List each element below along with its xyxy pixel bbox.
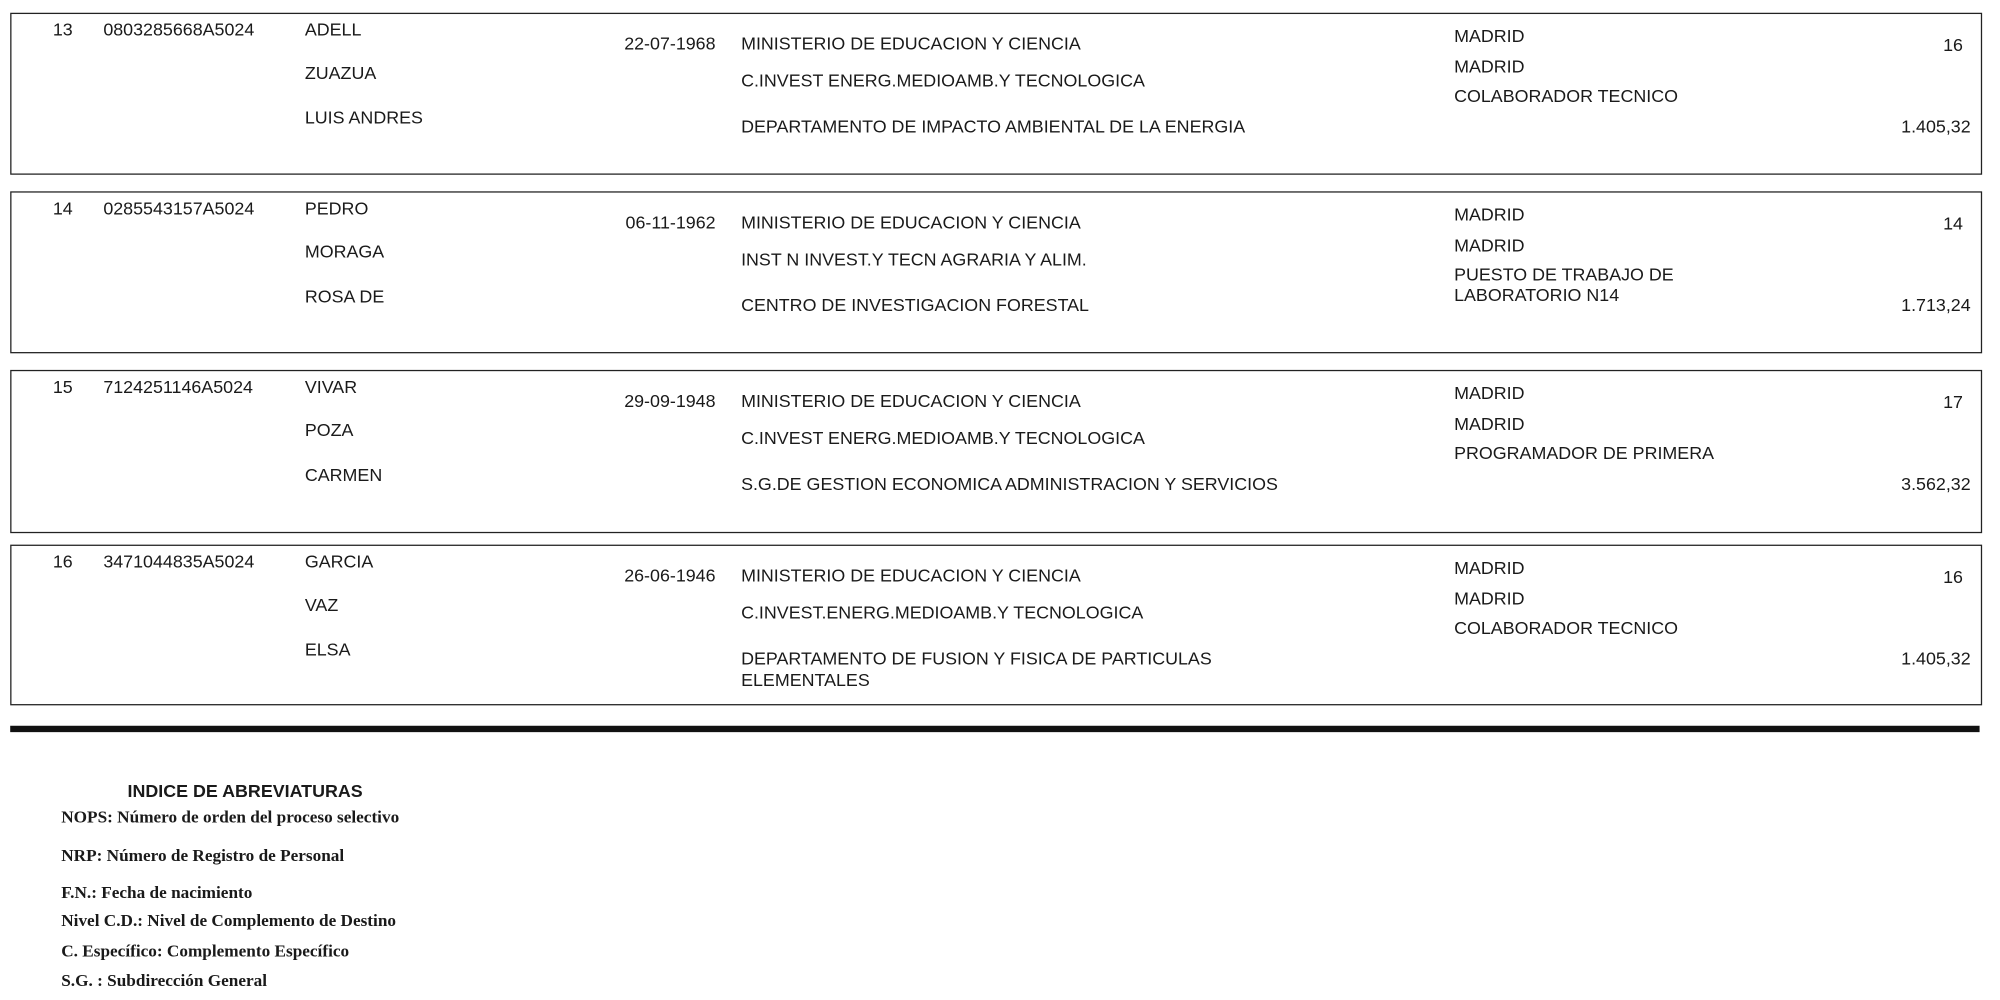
location-post-line: MADRID [1454, 382, 1525, 404]
location-post-line: MADRID [1454, 413, 1525, 434]
birth-date: 22-07-1968 [624, 33, 716, 54]
nrp: 3471044835A5024 [103, 551, 255, 572]
location-post-line: MADRID [1454, 56, 1525, 77]
birth-date: 26-06-1946 [624, 565, 716, 586]
abbreviation-item: S.G. : Subdirección General [61, 970, 268, 990]
organization-line: CENTRO DE INVESTIGACION FORESTAL [741, 294, 1089, 316]
nops: 15 [52, 376, 73, 397]
complemento-especifico: 1.405,32 [1901, 647, 1971, 669]
location-post-line: MADRID [1454, 557, 1525, 578]
organization-line: C.INVEST ENERG.MEDIOAMB.Y TECNOLOGICA [741, 70, 1145, 91]
nivel-cd: 16 [1943, 566, 1963, 587]
birth-date: 29-09-1948 [624, 390, 716, 411]
record-row [10, 191, 1982, 353]
record-row [10, 13, 1982, 175]
name-part: PEDRO [304, 197, 369, 219]
abbreviations-title: INDICE DE ABREVIATURAS [127, 780, 363, 802]
nivel-cd: 14 [1943, 213, 1963, 234]
record-row [10, 545, 1982, 706]
nrp: 7124251146A5024 [103, 376, 253, 397]
organization-line: MINISTERIO DE EDUCACION Y CIENCIA [741, 565, 1081, 586]
location-post-line: PUESTO DE TRABAJO DE [1454, 264, 1674, 285]
name-part: ADELL [304, 19, 362, 40]
organization-line: C.INVEST.ENERG.MEDIOAMB.Y TECNOLOGICA [741, 602, 1144, 623]
name-part: ZUAZUA [304, 62, 377, 83]
organization-line: DEPARTAMENTO DE IMPACTO AMBIENTAL DE LA ENERGIA [741, 116, 1246, 137]
location-post-line: LABORATORIO N14 [1454, 284, 1620, 305]
nrp: 0285543157A5024 [103, 197, 255, 219]
complemento-especifico: 1.405,32 [1901, 116, 1971, 137]
location-post-line: MADRID [1454, 204, 1525, 225]
location-post-line: MADRID [1454, 588, 1525, 609]
organization-line: MINISTERIO DE EDUCACION Y CIENCIA [741, 211, 1081, 233]
name-part: ROSA DE [304, 285, 385, 307]
organization-line: C.INVEST ENERG.MEDIOAMB.Y TECNOLOGICA [741, 427, 1145, 448]
location-post-line: PROGRAMADOR DE PRIMERA [1454, 442, 1715, 464]
location-post-line: COLABORADOR TECNICO [1454, 617, 1678, 638]
location-post-line: MADRID [1454, 25, 1525, 46]
section-divider [10, 726, 1979, 732]
name-part: POZA [304, 419, 354, 441]
organization-line: INST N INVEST.Y TECN AGRARIA Y ALIM. [741, 248, 1087, 270]
nrp: 0803285668A5024 [103, 19, 255, 40]
location-post-line: MADRID [1454, 234, 1525, 256]
nops: 13 [52, 19, 73, 40]
name-part: MORAGA [304, 241, 385, 262]
abbreviation-item: Nivel C.D.: Nivel de Complemento de Destino [61, 910, 397, 930]
abbreviation-item: NOPS: Número de orden del proceso selectivo [61, 807, 400, 827]
record-row [10, 370, 1982, 533]
organization-line: DEPARTAMENTO DE FUSION Y FISICA DE PARTICULAS [741, 647, 1212, 669]
name-part: VIVAR [304, 376, 358, 397]
name-part: LUIS ANDRES [304, 107, 423, 128]
name-part: ELSA [304, 639, 351, 660]
complemento-especifico: 3.562,32 [1901, 473, 1971, 494]
nivel-cd: 16 [1943, 34, 1963, 55]
abbreviation-item: F.N.: Fecha de nacimiento [61, 882, 253, 902]
abbreviation-item: NRP: Número de Registro de Personal [61, 845, 345, 865]
organization-line: MINISTERIO DE EDUCACION Y CIENCIA [741, 390, 1081, 411]
name-part: GARCIA [304, 551, 374, 572]
birth-date: 06-11-1962 [625, 211, 716, 233]
abbreviation-item: C. Específico: Complemento Específico [61, 941, 350, 961]
complemento-especifico: 1.713,24 [1901, 294, 1971, 316]
nops: 14 [52, 197, 73, 219]
name-part: CARMEN [304, 464, 383, 485]
organization-line: ELEMENTALES [741, 669, 870, 691]
nivel-cd: 17 [1943, 391, 1963, 412]
nops: 16 [52, 551, 73, 572]
name-part: VAZ [304, 594, 339, 615]
organization-line: MINISTERIO DE EDUCACION Y CIENCIA [741, 33, 1081, 54]
location-post-line: COLABORADOR TECNICO [1454, 85, 1678, 106]
organization-line: S.G.DE GESTION ECONOMICA ADMINISTRACION Y SERVICIOS [741, 473, 1278, 494]
